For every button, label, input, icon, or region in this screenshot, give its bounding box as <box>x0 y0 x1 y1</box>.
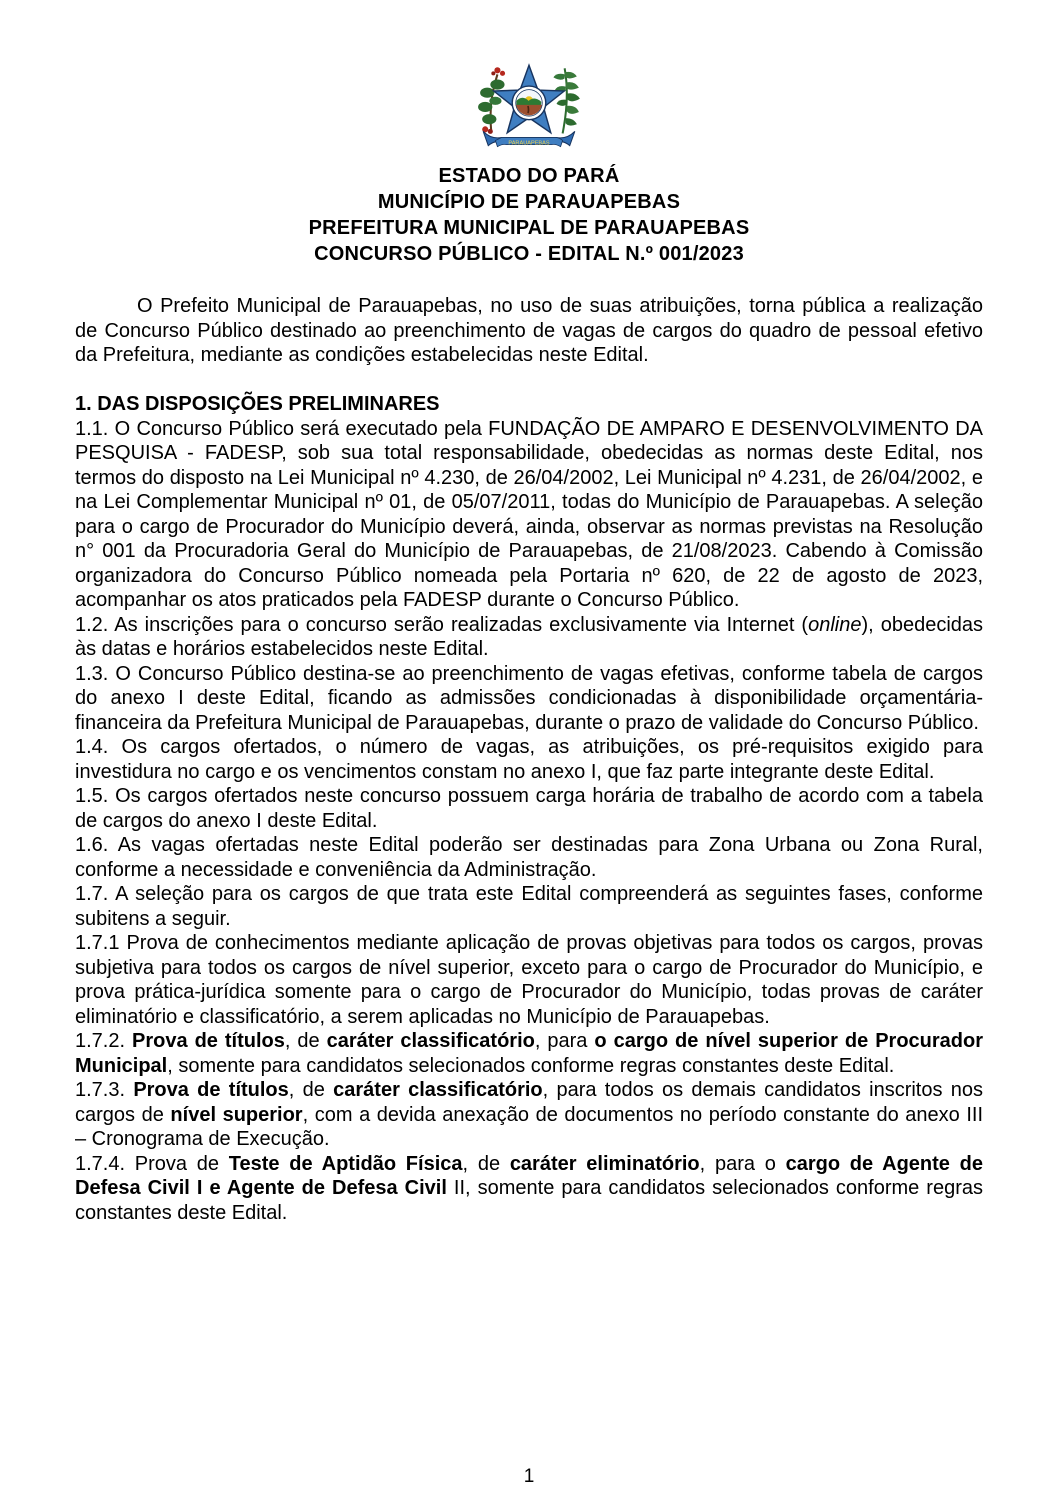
left-branch-icon <box>478 67 505 134</box>
right-fern-icon <box>553 68 579 133</box>
header-line-edital: CONCURSO PÚBLICO - EDITAL N.º 001/2023 <box>314 243 744 265</box>
ribbon-text: PARAUAPEBAS <box>508 140 550 147</box>
header-line-municipio: MUNICÍPIO DE PARAUAPEBAS <box>377 191 681 213</box>
parauapebas-coat-of-arms-icon <box>473 62 585 157</box>
ribbon-banner-icon <box>483 131 575 146</box>
item-1-6: 1.6. As vagas ofertadas neste Edital poderão ser destinadas para Zona Urbana ou Zona Rural, conforme a necessidade e conveniência da Administração. <box>75 834 983 881</box>
item-1-7: 1.7. A seleção para os cargos de que trata este Edital compreenderá as seguintes fases, conforme subitens a seguir. <box>75 883 983 930</box>
item-1-3: 1.3. O Concurso Público destina-se ao preenchimento de vagas efetivas, conforme tabela de cargos do anexo I deste Edital, ficando as admissões condicionadas à disponibilidade orçamentária-financeira da Prefeitura Municipal de Parauapebas, durante o prazo de validade do Concurso Público. <box>75 662 983 734</box>
intro-paragraph: O Prefeito Municipal de Parauapebas, no uso de suas atribuições, torna pública a realização de Concurso Público destinado ao preenchimento de vagas de cargos do quadro de pessoal efetivo da Prefeitura, mediante as condições estabelecidas neste Edital. <box>75 295 983 366</box>
item-1-7-3: 1.7.3. Prova de títulos, de caráter classificatório, para todos os demais candidatos inscritos nos cargos de nível superior, com a devida anexação de documentos no período constante do anexo III – Cronograma de Execução. <box>75 1079 984 1150</box>
header-line-estado: ESTADO DO PARÁ <box>438 165 620 187</box>
item-1-4: 1.4. Os cargos ofertados, o número de vagas, as atribuições, os pré-requisitos exigido para investidura no cargo e os vencimentos constam no anexo I, que faz parte integrante deste Edital. <box>75 736 983 783</box>
page-number: 1 <box>523 1466 535 1487</box>
item-1-1: 1.1. O Concurso Público será executado pela FUNDAÇÃO DE AMPARO E DESENVOLVIMENTO DA PESQUISA - FADESP, sob sua total responsabilidade, obedecidas as normas deste Edital, nos termos do disposto na Lei Municipal nº 4.230, de 26/04/2002, Lei Municipal nº 4.231, de 26/04/2002, e na Lei Complementar Municipal nº 01, de 05/07/2011, todas do Município de Parauapebas. A seleção para o cargo de Procurador do Município deverá, ainda, observar as normas previstas na Resolução n° 001 da Procuradoria Geral do Município de Parauapebas, de 21/08/2023. Cabendo à Comissão organizadora do Concurso Público nomeada pela Portaria nº 620, de 22 de agosto de 2023, acompanhar os atos praticados pela FADESP durante o Concurso Público. <box>75 417 983 611</box>
item-1-7-1: 1.7.1 Prova de conhecimentos mediante aplicação de provas objetivas para todos os cargos, provas subjetiva para todos os cargos de nível superior, exceto para o cargo de Procurador do Município, e prova prática-jurídica somente para o cargo de Procurador do Município, todas provas de caráter eliminatório e classificatório, a serem aplicadas no Município de Parauapebas. <box>75 932 983 1028</box>
item-1-7-4: 1.7.4. Prova de Teste de Aptidão Física, de caráter eliminatório, para o cargo de Agente de Defesa Civil I e Agente de Defesa Civil II, somente para candidatos selecionados conforme regras constantes deste Edital. <box>75 1152 984 1224</box>
section-1-title: 1. DAS DISPOSIÇÕES PRELIMINARES <box>75 393 440 415</box>
document-header <box>75 163 983 267</box>
item-1-5: 1.5. Os cargos ofertados neste concurso possuem carga horária de trabalho de acordo com a tabela de cargos do anexo I deste Edital. <box>75 785 983 832</box>
document-body <box>75 294 983 1225</box>
landscape-medallion-icon <box>512 86 546 120</box>
item-1-2: 1.2. As inscrições para o concurso serão realizadas exclusivamente via Internet (online), obedecidas às datas e horários estabelecidos neste Edital. <box>75 613 984 660</box>
header-line-prefeitura: PREFEITURA MUNICIPAL DE PARAUAPEBAS <box>308 217 750 239</box>
item-1-7-2: 1.7.2. Prova de títulos, de caráter classificatório, para o cargo de nível superior de Procurador Municipal, somente para candidatos selecionados conforme regras constantes deste Edital. <box>75 1030 984 1077</box>
